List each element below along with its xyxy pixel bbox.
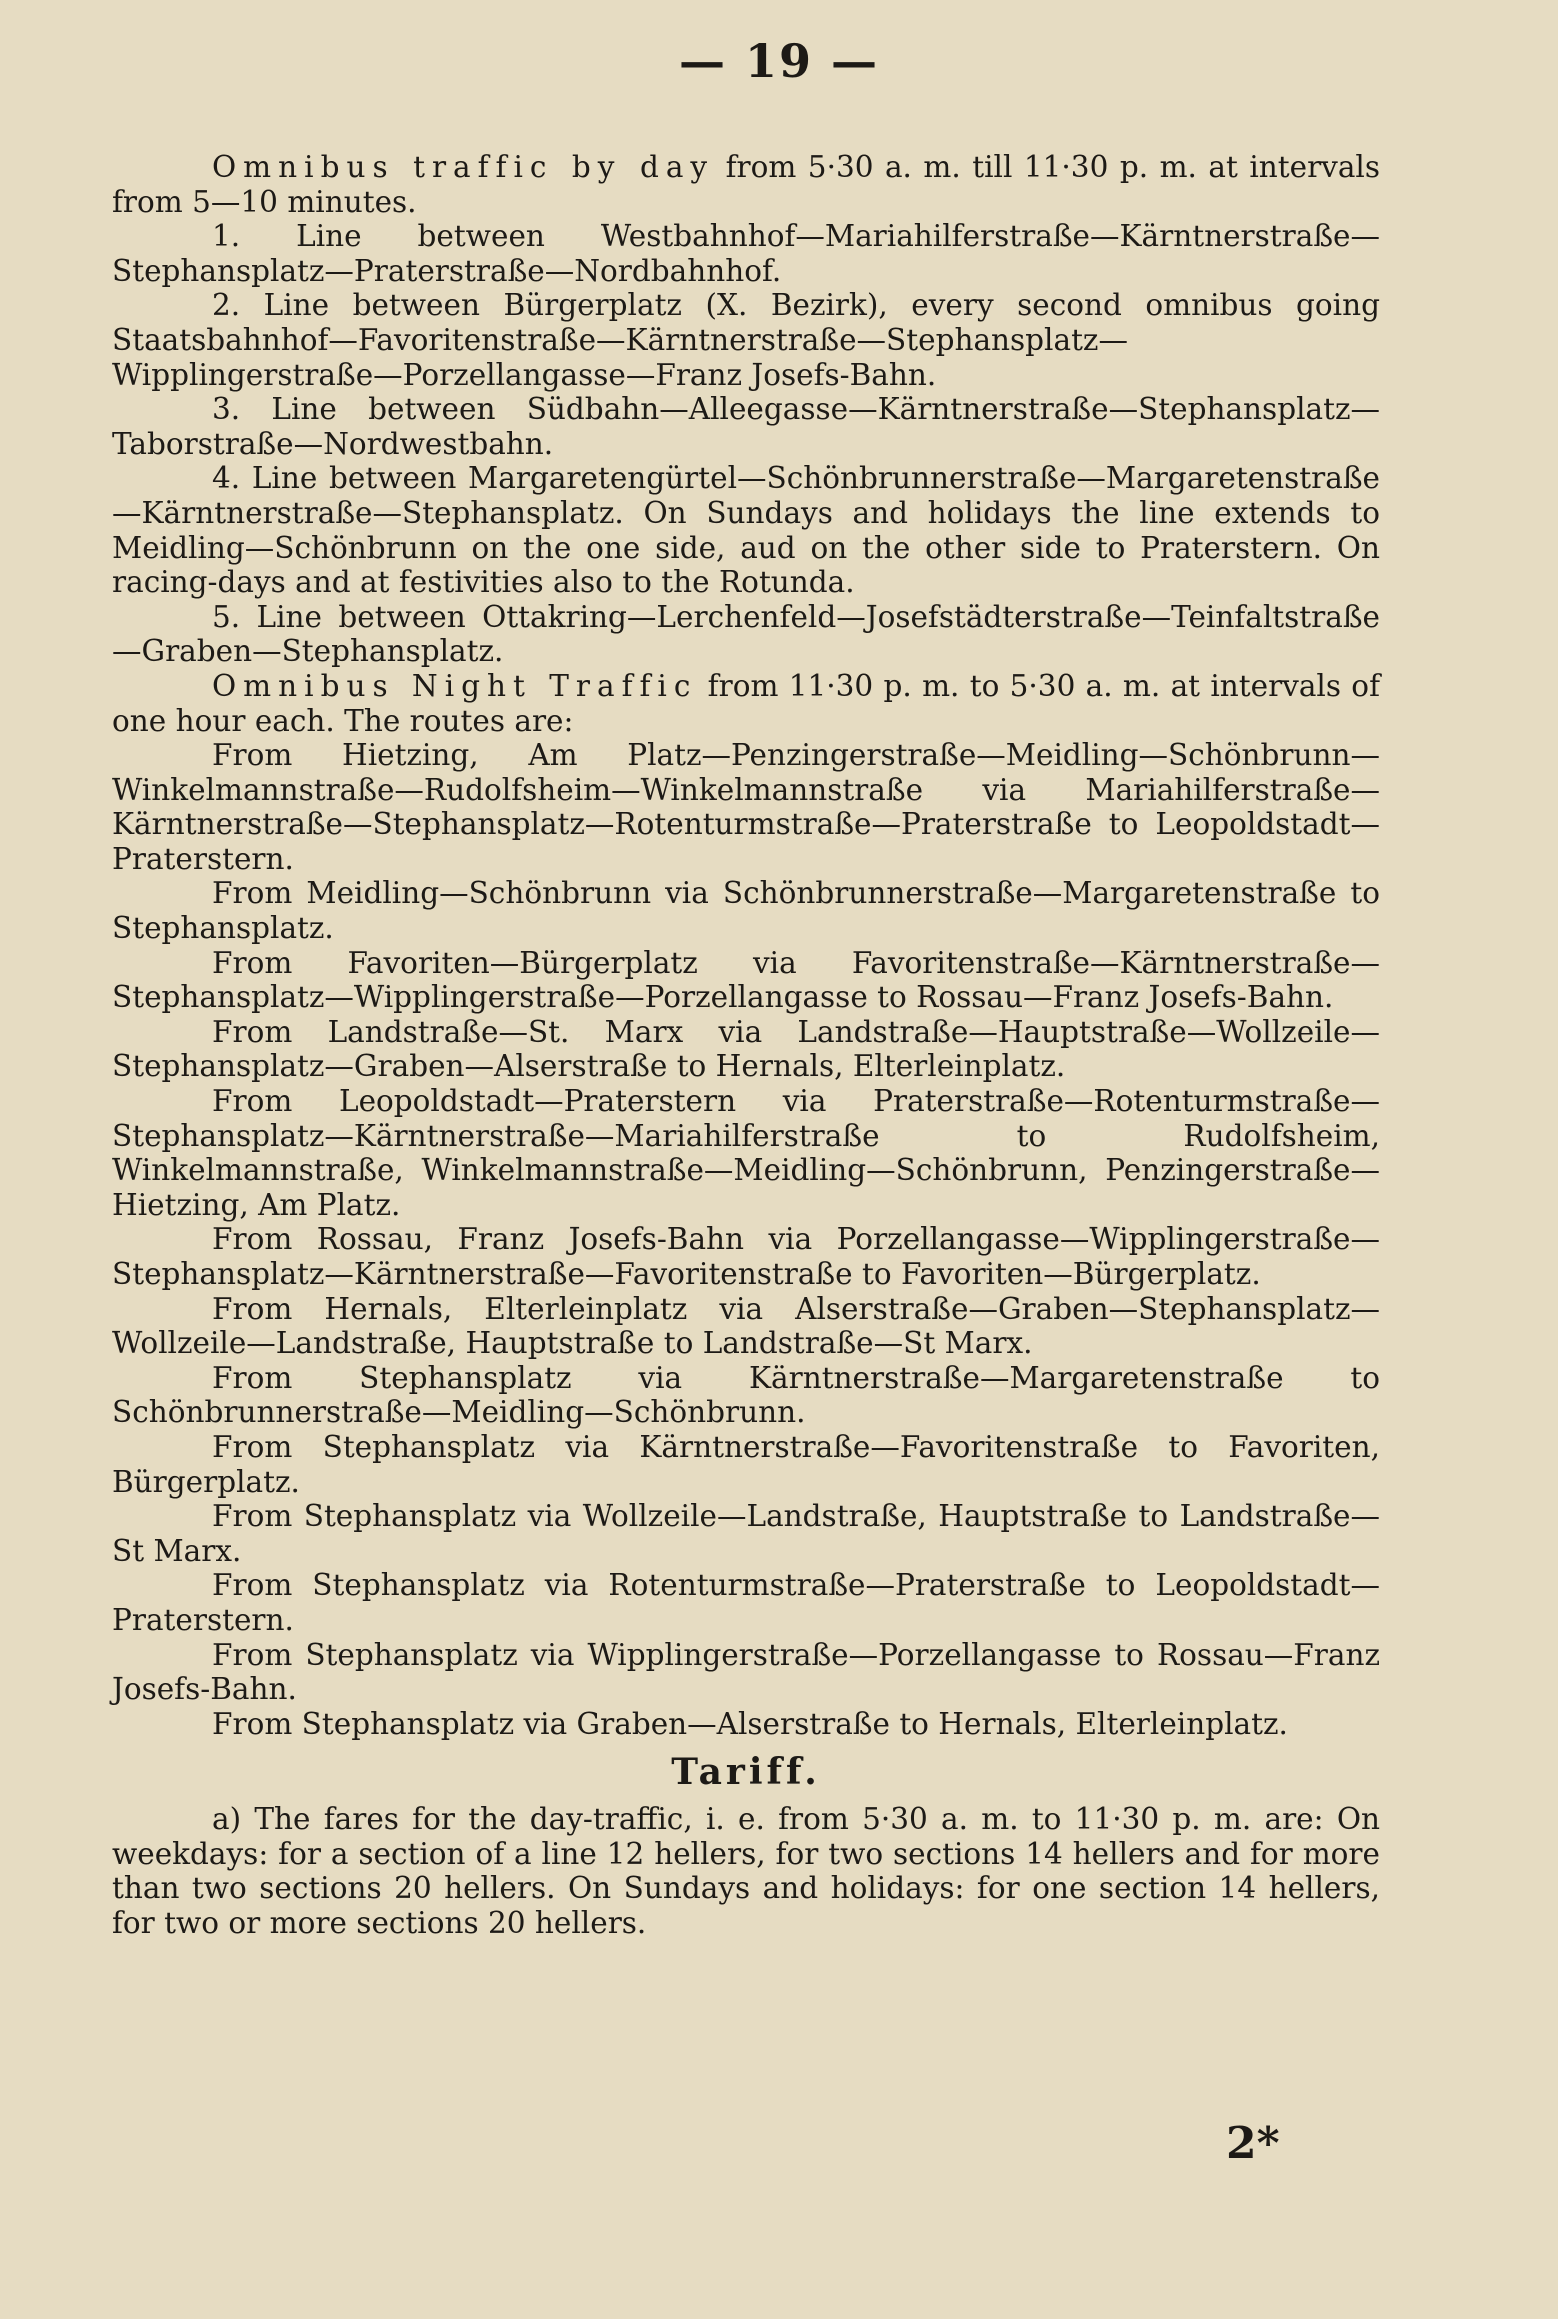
- route-paragraph: From Stephansplatz via Rotenturmstraße—Praterstraße to Leopoldstadt—Praterstern.: [112, 1568, 1380, 1637]
- route-paragraph: From Leopoldstadt—Praterstern via Praterstraße—Rotenturmstraße—Stephansplatz—Kärntnerstraße—Mariahilferstraße to Rudolfsheim, Winkelmannstraße, Winkelmannstraße—Meidling—Schönbrunn, Penzingerstraße—Hietzing, Am Platz.: [112, 1084, 1380, 1222]
- intro-paragraph: [112, 150, 1380, 219]
- night-spaced-heading: Omnibus Night Traffic: [212, 668, 698, 703]
- route-paragraph: From Stephansplatz via Graben—Alserstraße to Hernals, Elterleinplatz.: [212, 1706, 1288, 1741]
- night-rest: from 11·30 p. m. to 5·30 a. m. at intervals of one hour each. The routes are:: [112, 668, 1380, 738]
- route-paragraph: From Favoriten—Bürgerplatz via Favoritenstraße—Kärntnerstraße—Stephansplatz—Wipplingerstraße—Porzellangasse to Rossau—Franz Josefs-Bahn.: [112, 945, 1380, 1015]
- night-paragraph: [112, 669, 1380, 738]
- route-paragraph: From Stephansplatz via Wollzeile—Landstraße, Hauptstraße to Landstraße—St Marx.: [112, 1499, 1380, 1568]
- line-1-paragraph: 1. Line between Westbahnhof—Mariahilferstraße—Kärntnerstraße—Stephansplatz—Praterstraße—Nordbahnhof.: [112, 219, 1380, 288]
- route-paragraph: From Stephansplatz via Wipplingerstraße—Porzellangasse to Rossau—Franz Josefs-Bahn.: [112, 1637, 1380, 1707]
- intro-spaced-heading: Omnibus traffic by day: [212, 150, 715, 184]
- body-text: [112, 150, 1380, 1940]
- tariff-heading: Tariff.: [671, 1751, 821, 1794]
- route-paragraph: From Landstraße—St. Marx via Landstraße—Hauptstraße—Wollzeile—Stephansplatz—Graben—Alserstraße to Hernals, Elterleinplatz.: [112, 1014, 1380, 1084]
- route-paragraph: From Hernals, Elterleinplatz via Alserstraße—Graben—Stephansplatz—Wollzeile—Landstraße, Hauptstraße to Landstraße—St Marx.: [112, 1291, 1380, 1361]
- route-paragraph: From Hietzing, Am Platz—Penzingerstraße—Meidling—Schönbrunn—Winkelmannstraße—Rudolfsheim—Winkelmannstraße via Mariahilferstraße—Kärntnerstraße—Stephansplatz—Rotenturmstraße—Praterstraße to Leopoldstadt—Praterstern.: [112, 738, 1380, 876]
- tariff-paragraph: a) The fares for the day-traffic, i. e. from 5·30 a. m. to 11·30 p. m. are: On weekdays: for a section of a line 12 hellers, for two sections 14 hellers and for more than two sections 20 hellers. On Sundays and holidays: for one section 14 hellers, for two or more sections 20 hellers.: [112, 1801, 1380, 1940]
- line-5-paragraph: 5. Line between Ottakring—Lerchenfeld—Josefstädterstraße—Teinfaltstraße—Graben—Stephansplatz.: [112, 599, 1380, 669]
- line-2-paragraph: 2. Line between Bürgerplatz (X. Bezirk), every second omnibus going Staatsbahnhof—Favoritenstraße—Kärntnerstraße—Stephansplatz—Wipplingerstraße—Porzellangasse—Franz Josefs-Bahn.: [112, 288, 1380, 392]
- route-paragraph: From Stephansplatz via Kärntnerstraße—Favoritenstraße to Favoriten, Bürgerplatz.: [112, 1429, 1380, 1499]
- page-number: — 19 —: [678, 34, 880, 88]
- route-paragraph: From Stephansplatz via Kärntnerstraße—Margaretenstraße to Schönbrunnerstraße—Meidling—Schönbrunn.: [112, 1360, 1380, 1430]
- route-paragraph: From Rossau, Franz Josefs-Bahn via Porzellangasse—Wipplingerstraße—Stephansplatz—Kärntnerstraße—Favoritenstraße to Favoriten—Bürgerplatz.: [112, 1222, 1380, 1291]
- intro-rest: from 5·30 a. m. till 11·30 p. m. at intervals from 5—10 minutes.: [112, 150, 1380, 219]
- line-3-paragraph: 3. Line between Südbahn—Alleegasse—Kärntnerstraße—Stephansplatz—Taborstraße—Nordwestbahn.: [112, 392, 1380, 461]
- route-paragraph: From Meidling—Schönbrunn via Schönbrunnerstraße—Margaretenstraße to Stephansplatz.: [112, 876, 1380, 946]
- signature-mark: 2*: [1226, 2118, 1280, 2169]
- line-4-paragraph: 4. Line between Margaretengürtel—Schönbrunnerstraße—Margaretenstraße—Kärntnerstraße—Stephansplatz. On Sundays and holidays the line extends to Meidling—Schönbrunn on the one side, aud on the other side to Praterstern. On racing-days and at festivities also to the Rotunda.: [112, 461, 1380, 600]
